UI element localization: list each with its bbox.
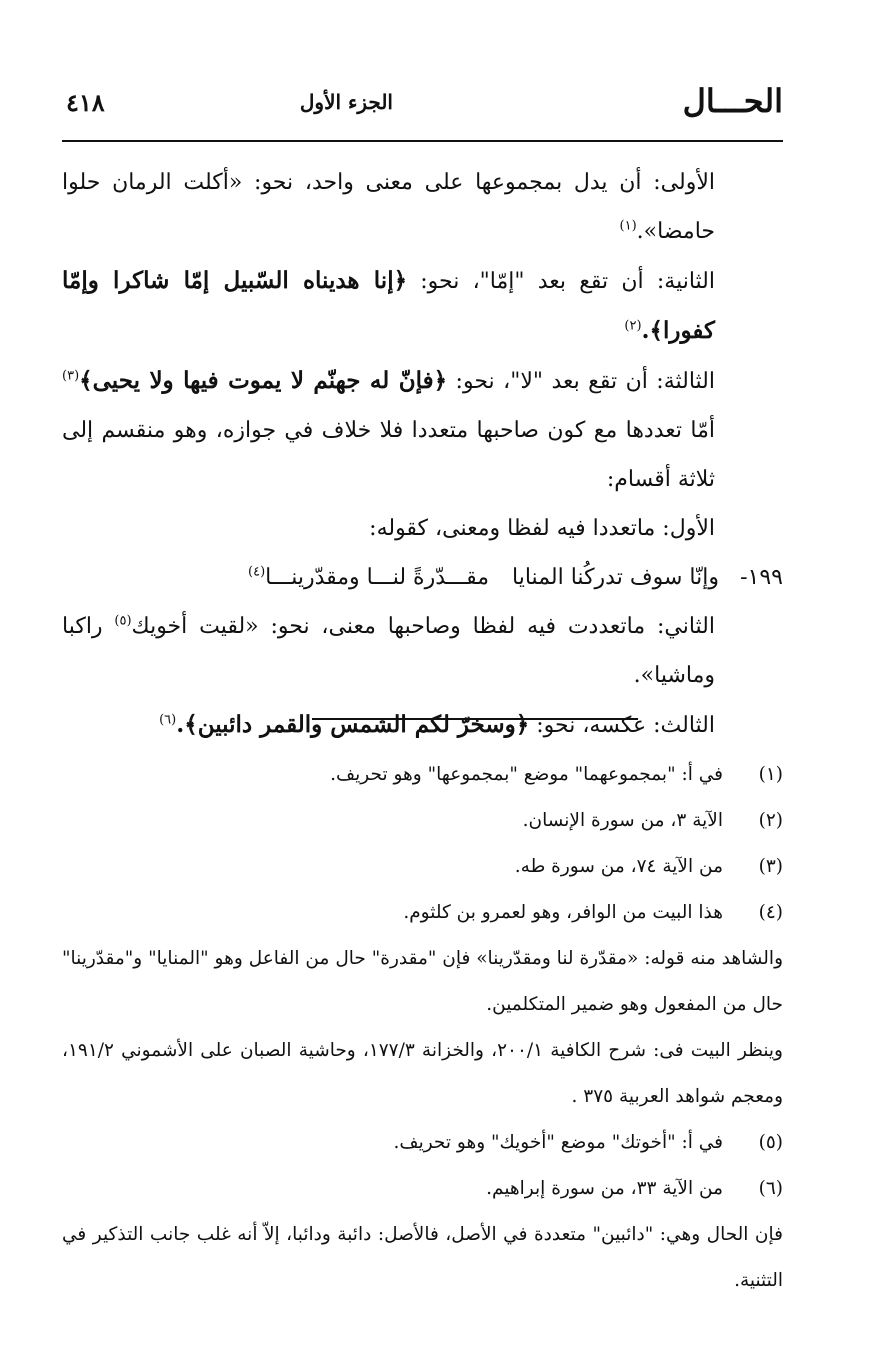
- footnote-number: (٦): [758, 1178, 783, 1199]
- footnote-ref: (١): [619, 218, 637, 234]
- footnote-ref: (٤): [248, 564, 266, 580]
- verse-first-hemistich: وإنّا سوف تدركُنا المنايا: [512, 565, 719, 590]
- paragraph-first-condition: [62, 158, 783, 256]
- text: الثاني: ماتعددت فيه لفظا وصاحبها معنى، نحو: «لقيت أخويك: [131, 614, 715, 639]
- footnotes: [62, 752, 783, 1304]
- text: أمّا تعددها مع كون صاحبها متعددا فلا خلاف في جوازه، وهو منقسم إلى ثلاثة أقسام:: [62, 418, 715, 492]
- footnote-text: من الآية ٧٤، من سورة طه.: [514, 856, 723, 877]
- footnote-ref: (٢): [624, 318, 642, 334]
- footnote-1: [62, 752, 783, 798]
- text: راكبا وماشيا».: [62, 614, 715, 688]
- footnote-ref: (٥): [114, 613, 132, 629]
- verse-second-hemistich: مقـــدّرةً لنـــا ومقدّرينـــا$^{(٤)}$: [248, 564, 489, 590]
- quran-quote: ﴿وسخرّ لكم الشمس والقمر دائبين﴾.: [176, 711, 530, 738]
- footnote-text: الآية ٣، من سورة الإنسان.: [522, 810, 723, 831]
- footnote-text: في أ: "أخوتك" موضع "أخويك" وهو تحريف.: [393, 1132, 723, 1153]
- footnote-text: هذا البيت من الوافر، وهو لعمرو بن كلثوم.: [403, 902, 723, 923]
- paragraph-third-type: [62, 700, 783, 750]
- text: الثالثة: أن تقع بعد "لا"، نحو:: [447, 369, 716, 394]
- text: الأول: ماتعددا فيه لفظا ومعنى، كقوله:: [369, 516, 715, 541]
- footnote-ref: (٦): [159, 712, 177, 728]
- volume-label: الجزء الأول: [299, 90, 393, 114]
- footnote-number: (١): [758, 764, 783, 785]
- footnote-separator: [312, 718, 638, 720]
- footnote-6: [62, 1166, 783, 1212]
- footnote-number: (٣): [758, 856, 783, 877]
- paragraph-second-type: [62, 602, 783, 700]
- quran-quote: ﴿فإنّ له جهنّم لا يموت فيها ولا يحيى﴾: [79, 367, 448, 394]
- paragraph-first-type: [62, 504, 783, 553]
- footnote-2: [62, 798, 783, 844]
- paragraph-second-condition: [62, 256, 783, 356]
- footnote-number: (٥): [758, 1132, 783, 1153]
- poetry-verse: [62, 553, 783, 602]
- running-header: [62, 82, 783, 126]
- text: الثالث: عكسه، نحو:: [529, 713, 715, 738]
- footnote-5: [62, 1120, 783, 1166]
- footnote-text: من الآية ٣٣، من سورة إبراهيم.: [486, 1178, 723, 1199]
- footnote-3: [62, 844, 783, 890]
- header-rule: [62, 140, 783, 142]
- footnote-6-continuation: فإن الحال وهي: "دائبين" متعددة في الأصل، فالأصل: دائبة ودائبا، إلاّ أنه غلب جانب التذكير في التثنية.: [62, 1224, 783, 1291]
- footnote-4: [62, 890, 783, 936]
- quran-quote: ﴿إنا هديناه السّبيل إمّا شاكرا وإمّا كفورا﴾.: [62, 267, 715, 344]
- verse-number: ١٩٩-: [740, 565, 783, 590]
- footnote-number: (٤): [758, 902, 783, 923]
- text: الأولى: أن يدل بمجموعها على معنى واحد، نحو: «أكلت الرمان حلوا حامضا».: [62, 170, 715, 244]
- footnote-4-continuation: والشاهد منه قوله: «مقدّرة لنا ومقدّرينا» فإن "مقدرة" حال من الفاعل وهو "المنايا" و"مقدّرينا" حال من المفعول وهو ضمير المتكلمين.: [62, 948, 783, 1015]
- footnote-text: في أ: "بمجموعهما" موضع "بمجموعها" وهو تحريف.: [330, 764, 723, 785]
- footnote-ref: (٣): [62, 368, 80, 384]
- main-text: [62, 158, 783, 750]
- page-number: ٤١٨: [66, 88, 105, 117]
- chapter-title: الحـــال: [682, 82, 783, 120]
- paragraph-third-condition: [62, 356, 783, 504]
- footnote-4-references: وينظر البيت فى: شرح الكافية ٢٠٠/١، والخزانة ١٧٧/٣، وحاشية الصبان على الأشموني ١٩١/٢، ومعجم شواهد العربية ٣٧٥ .: [62, 1040, 783, 1107]
- footnote-number: (٢): [758, 810, 783, 831]
- text: الثانية: أن تقع بعد "إمّا"، نحو:: [407, 269, 715, 294]
